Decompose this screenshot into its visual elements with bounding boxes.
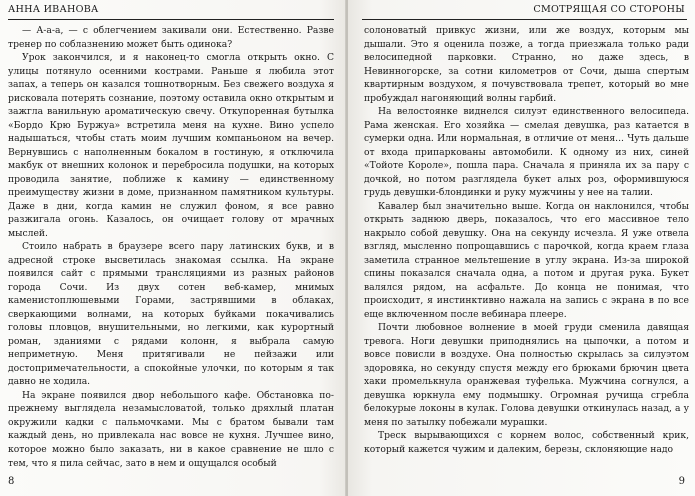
left-page (0, 0, 347, 496)
page-number-left: 8 (8, 476, 15, 487)
paragraph: На экране появился двор небольшого кафе. Обстановка по-прежнему выглядела незамысловатой, только дряхлый платан окружили кадки с пальмочками. Мы с братом бывали там каждый день, но привлекала нас вовсе не кухня. Лучшее вино, которое можно было заказать, ни в какое сравнение не шло с тем, что я пила сейчас, зато в нем и ощущался особый (8, 389, 334, 469)
paragraph: Урок закончился, и я наконец-то смогла открыть окно. С улицы потянуло осенними кострами. Раньше я любила этот запах, а теперь он казался тошнотворным. Без свежего воздуха я рисковала потерять сознание, поэтому оставила окно открытым и зажгла ванильную ароматическую свечу. Откупоренная бутылка «Бордо Крю Буржуа» встретила меня на кухне. Вино успело надышаться, чтобы стать моим лучшим компаньоном на вечер. Вернувшись с наполненным бокалом в гостиную, я отключила макбук от внешних колонок и перебросила подушки, на которых проводила занятие, поближе к камину — единственному преимуществу жизни в доме, признанном памятником культуры. Даже в дни, когда камин не служил фоном, я все равно разжигала огонь. Казалось, он очищает голову от мрачных мыслей. (8, 52, 334, 239)
right-page-text (364, 24, 689, 457)
paragraph: солоноватый привкус жизни, или же воздух, которым мы дышали. Это я оценила позже, а тогда приезжала только ради велосипедной парковки. Странно, но даже здесь, в Невинногорске, за сотни километров от Сочи, дыша спертым квартирным воздухом, я почувствовала трепет, который во мне пробуждал нагоняющий волны гарбий. (364, 25, 689, 104)
header-rule-right (362, 19, 687, 20)
paragraph: Кавалер был значительно выше. Когда он наклонился, чтобы открыть заднюю дверь, показалось, что его массивное тело накрыло собой девушку. Она на секунду исчезла. Я уже отвела взгляд, мысленно попрощавшись с парочкой, когда краем глаза заметила странное мельтешение в углу экрана. Из-за широкой спины показался сначала одна, а потом и другая рука. Букет валялся рядом, на асфальте. До конца не понимая, что происходит, я инстинктивно нажала на запись с экрана в по все еще включенном после вебинара плеере. (364, 200, 689, 320)
left-page-text (8, 24, 334, 470)
paragraph: Почти любовное волнение в моей груди сменила давящая тревога. Ноги девушки приподнялись на цыпочки, а потом и вовсе повисли в воздухе. Она полностью скрылась за силуэтом здоровяка, но секунду спустя между его брюками брючин цвета хаки промелькнула оранжевая туфелька. Мужчина согнулся, а девушка юркнула ему подмышку. Огромная ручища сгребла белокурые локоны в кулак. Голова девушки откинулась назад, а у меня по затылку побежали мурашки. (364, 322, 689, 428)
running-head-right: СМОТРЯЩАЯ СО СТОРОНЫ (533, 4, 685, 15)
running-head-left: АННА ИВАНОВА (8, 4, 99, 15)
paragraph: На велостоянке виднелся силуэт единственного велосипеда. Рама женская. Его хозяйка — смелая девушка, раз катается в сумерки одна. Или нормальная, в отличие от меня... Чуть дальше от входа припаркованы автомобили. К одному из них, синей «Тойоте Короле», пошла пара. Сначала я приняла их за пару с дочкой, но потом разглядела букет алых роз, оформившуюся грудь девушки-блондинки и руку мужчины у нее на талии. (364, 106, 689, 199)
header-rule-left (8, 19, 334, 20)
paragraph: Треск вырывающихся с корнем волос, собственный крик, который кажется чужим и далеким, березы, склоняющие надо (364, 430, 689, 455)
right-page (348, 0, 695, 496)
paragraph: — А-а-а, — с облегчением закивали они. Естественно. Разве тренер по соблазнению может быть одинока? (8, 25, 334, 50)
paragraph: Стоило набрать в браузере всего пару латинских букв, и в адресной строке высветилась знакомая ссылка. На экране появился сайт с прямыми трансляциями из разных районов города Сочи. Из двух сотен веб-камер, мнимых каменистоплюшевыми Горами, застрявшими в облаках, сверкающими волнами, на которых буйками покачивались головы пловцов, внушительными, но легкими, как курортный роман, зданиями с рядами колонн, я выбрала самую неприметную. Меня притягивали не пейзажи или достопримечательности, а спокойные улочки, по которым я так давно не ходила. (8, 241, 334, 388)
page-number-right: 9 (678, 476, 685, 487)
